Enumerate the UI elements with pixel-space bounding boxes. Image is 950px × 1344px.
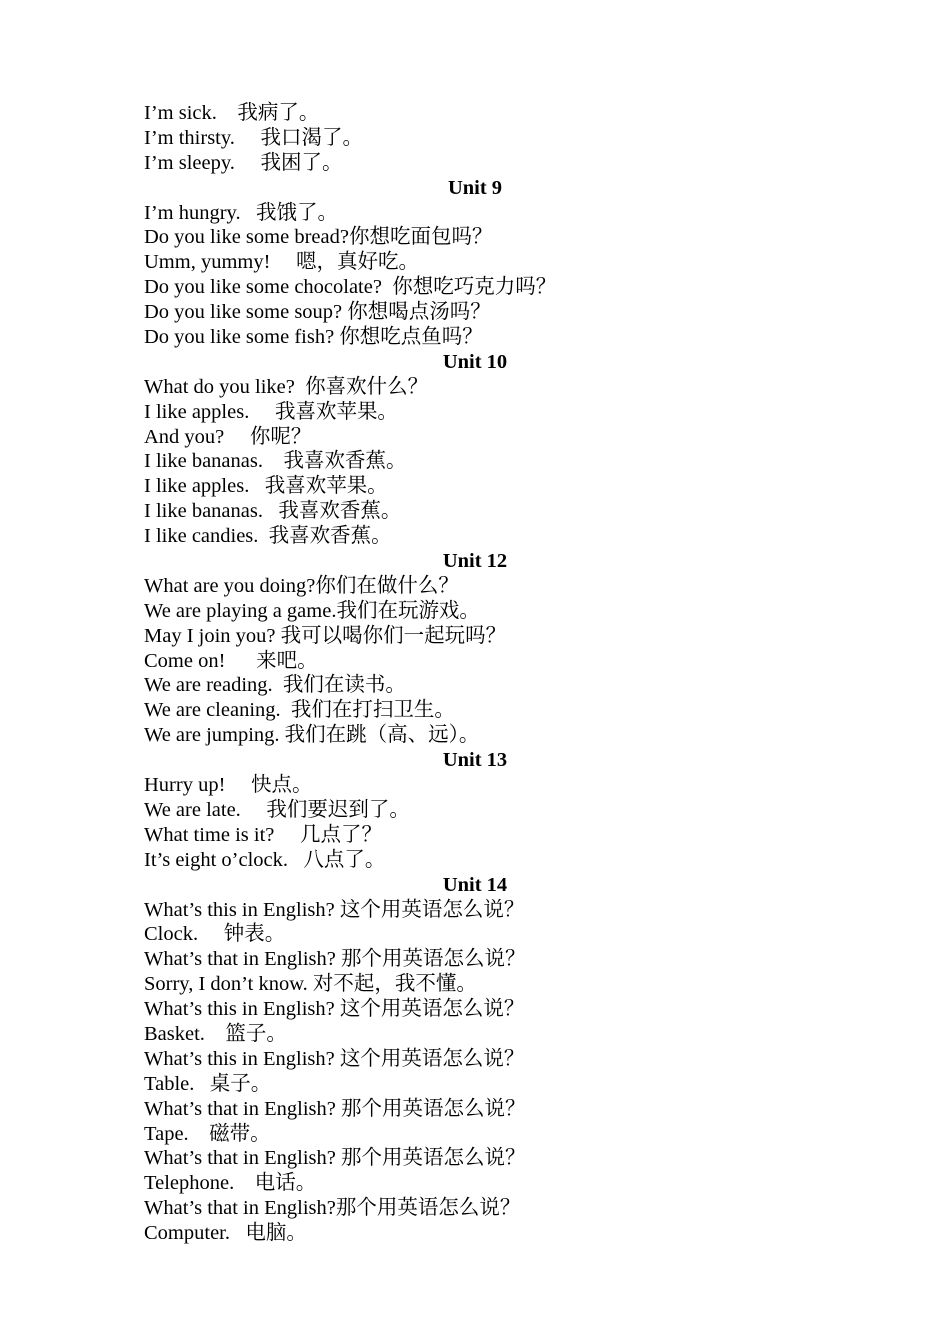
document-page (144, 101, 806, 1246)
phrase-line: What’s that in English?那个用英语怎么说？ (144, 1197, 521, 1220)
phrase-line: Basket. 篮子。 (144, 1022, 287, 1045)
phrase-line: It’s eight o’clock. 八点了。 (144, 848, 386, 871)
phrase-line: Tape. 磁带。 (144, 1122, 271, 1145)
phrase-line: I’m sick. 我病了。 (144, 102, 320, 124)
phrase-line: What’s this in English? 这个用英语怎么说？ (144, 1047, 525, 1070)
phrase-line: We are reading. 我们在读书。 (144, 674, 406, 697)
unit-heading (144, 873, 806, 898)
phrase-line: Clock. 钟表。 (144, 923, 286, 946)
phrase-line: I’m thirsty. 我口渴了。 (144, 126, 364, 149)
phrase-line: We are jumping. 我们在跳（高、远）。 (144, 724, 480, 747)
phrase-line: Table. 桌子。 (144, 1072, 272, 1095)
phrase-line: I’m sleepy. 我困了。 (144, 151, 343, 174)
unit-heading-text: Unit 13 (442, 749, 508, 772)
unit-heading-text: Unit 9 (447, 176, 503, 199)
unit-heading-text: Unit 12 (442, 550, 508, 573)
unit-heading-text: Unit 14 (442, 873, 508, 896)
phrase-line: I like bananas. 我喜欢香蕉。 (144, 500, 402, 523)
phrase-line: Do you like some fish? 你想吃点鱼吗？ (144, 326, 483, 349)
phrase-line: We are playing a game.我们在玩游戏。 (144, 599, 480, 622)
unit-heading (144, 748, 806, 773)
unit-heading (144, 549, 806, 574)
phrase-line: Do you like some chocolate? 你想吃巧克力吗？ (144, 276, 557, 299)
phrase-line: Do you like some bread?你想吃面包吗？ (144, 226, 493, 249)
phrase-line: We are cleaning. 我们在打扫卫生。 (144, 699, 455, 722)
phrase-line: Telephone. 电话。 (144, 1172, 317, 1195)
phrase-line: What’s this in English? 这个用英语怎么说？ (144, 998, 525, 1021)
phrase-line: I like candies. 我喜欢香蕉。 (144, 525, 392, 548)
phrase-line: I like bananas. 我喜欢香蕉。 (144, 450, 407, 473)
unit-heading (144, 176, 806, 201)
phrase-line: May I join you? 我可以喝你们一起玩吗？ (144, 624, 507, 647)
phrase-line: What’s that in English? 那个用英语怎么说？ (144, 948, 526, 971)
phrase-line: Come on! 来吧。 (144, 649, 318, 672)
phrase-line: I like apples. 我喜欢苹果。 (144, 475, 388, 498)
phrase-line: What are you doing?你们在做什么？ (144, 574, 459, 597)
phrase-line: What do you like? 你喜欢什么？ (144, 375, 429, 398)
phrase-line: Umm, yummy! 嗯，真好吃。 (144, 251, 420, 274)
phrase-line: And you? 你呢？ (144, 425, 312, 448)
phrase-line: What’s this in English? 这个用英语怎么说？ (144, 898, 525, 921)
phrase-line: We are late. 我们要迟到了。 (144, 798, 410, 821)
phrase-line: I like apples. 我喜欢苹果。 (144, 400, 398, 423)
phrase-line: What time is it? 几点了？ (144, 823, 382, 846)
phrase-line: I’m hungry. 我饿了。 (144, 201, 338, 224)
phrase-line: Do you like some soup? 你想喝点汤吗？ (144, 301, 491, 324)
unit-heading (144, 350, 806, 375)
phrase-line: Sorry, I don’t know. 对不起，我不懂。 (144, 973, 477, 996)
phrase-line: Computer. 电脑。 (144, 1222, 307, 1245)
unit-heading-text: Unit 10 (442, 350, 508, 373)
phrase-line: Hurry up! 快点。 (144, 774, 313, 797)
phrase-line: What’s that in English? 那个用英语怎么说？ (144, 1097, 526, 1120)
phrase-line: What’s that in English? 那个用英语怎么说？ (144, 1147, 526, 1170)
